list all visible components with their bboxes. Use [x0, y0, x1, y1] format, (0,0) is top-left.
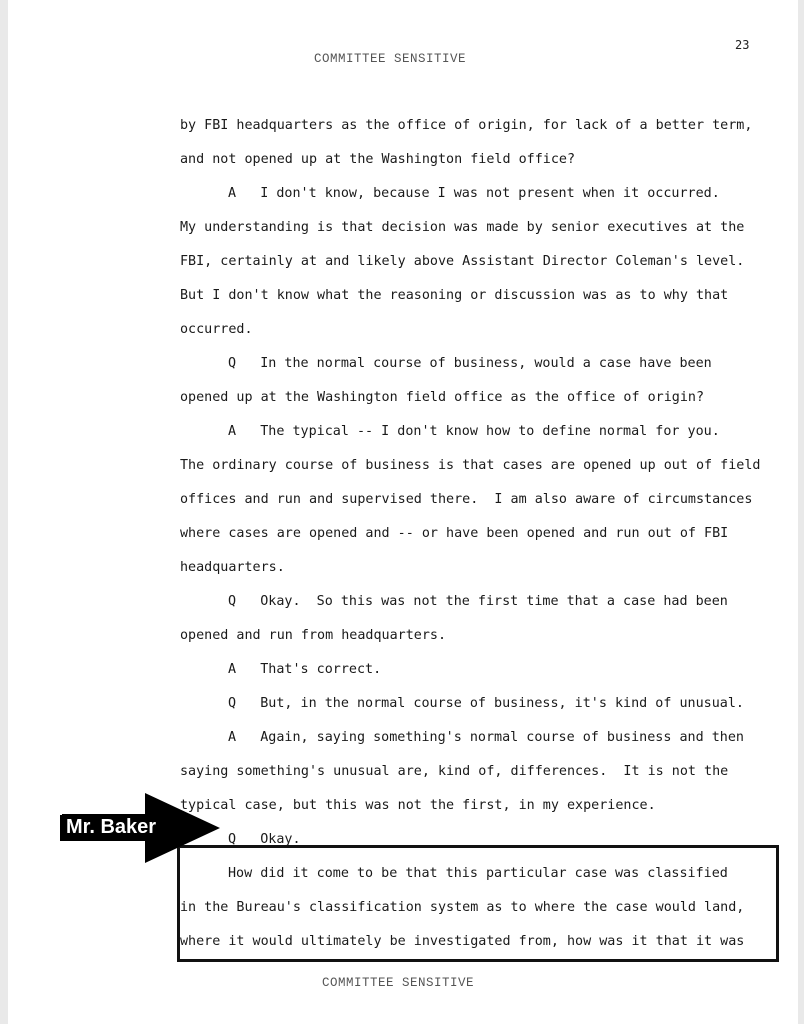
highlighted-line: in the Bureau's classification system as to where the case would land, — [180, 900, 745, 915]
speaker-annotation-label: Mr. Baker — [62, 814, 160, 840]
transcript-line: FBI, certainly at and likely above Assistant Director Coleman's level. — [180, 254, 745, 269]
transcript-line: Q In the normal course of business, would a case have been — [228, 356, 712, 371]
transcript-line: The ordinary course of business is that cases are opened up out of field — [180, 458, 761, 473]
transcript-line: My understanding is that decision was made by senior executives at the — [180, 220, 745, 235]
transcript-line: typical case, but this was not the first, in my experience. — [180, 798, 656, 813]
transcript-line: Q Okay. So this was not the first time that a case had been — [228, 594, 728, 609]
page-footer: COMMITTEE SENSITIVE — [321, 976, 475, 990]
transcript-line: where cases are opened and -- or have been opened and run out of FBI — [180, 526, 729, 541]
transcript-line: A I don't know, because I was not present when it occurred. — [228, 186, 720, 201]
transcript-line: But I don't know what the reasoning or discussion was as to why that — [180, 288, 729, 303]
transcript-line: offices and run and supervised there. I am also aware of circumstances — [180, 492, 753, 507]
transcript-line: opened and run from headquarters. — [180, 628, 447, 643]
transcript-line: A The typical -- I don't know how to define normal for you. — [228, 424, 720, 439]
transcript-line: A That's correct. — [228, 662, 382, 677]
transcript-line: by FBI headquarters as the office of origin, for lack of a better term, — [180, 118, 753, 133]
transcript-line: saying something's unusual are, kind of, differences. It is not the — [180, 764, 729, 779]
highlighted-line: where it would ultimately be investigated from, how was it that it was — [180, 934, 745, 949]
transcript-line: headquarters. — [180, 560, 285, 575]
transcript-line: opened up at the Washington field office as the office of origin? — [180, 390, 705, 405]
page-number: 23 — [735, 38, 750, 52]
highlighted-line: How did it come to be that this particular case was classified — [228, 866, 728, 881]
transcript-line: and not opened up at the Washington field office? — [180, 152, 576, 167]
highlight-box — [177, 845, 779, 962]
transcript-line: Q But, in the normal course of business, it's kind of unusual. — [228, 696, 744, 711]
transcript-line: occurred. — [180, 322, 253, 337]
page-header: COMMITTEE SENSITIVE — [313, 52, 467, 66]
transcript-line: A Again, saying something's normal course of business and then — [228, 730, 744, 745]
transcript-body — [180, 109, 765, 959]
transcript-line: Q Okay. — [228, 832, 301, 847]
